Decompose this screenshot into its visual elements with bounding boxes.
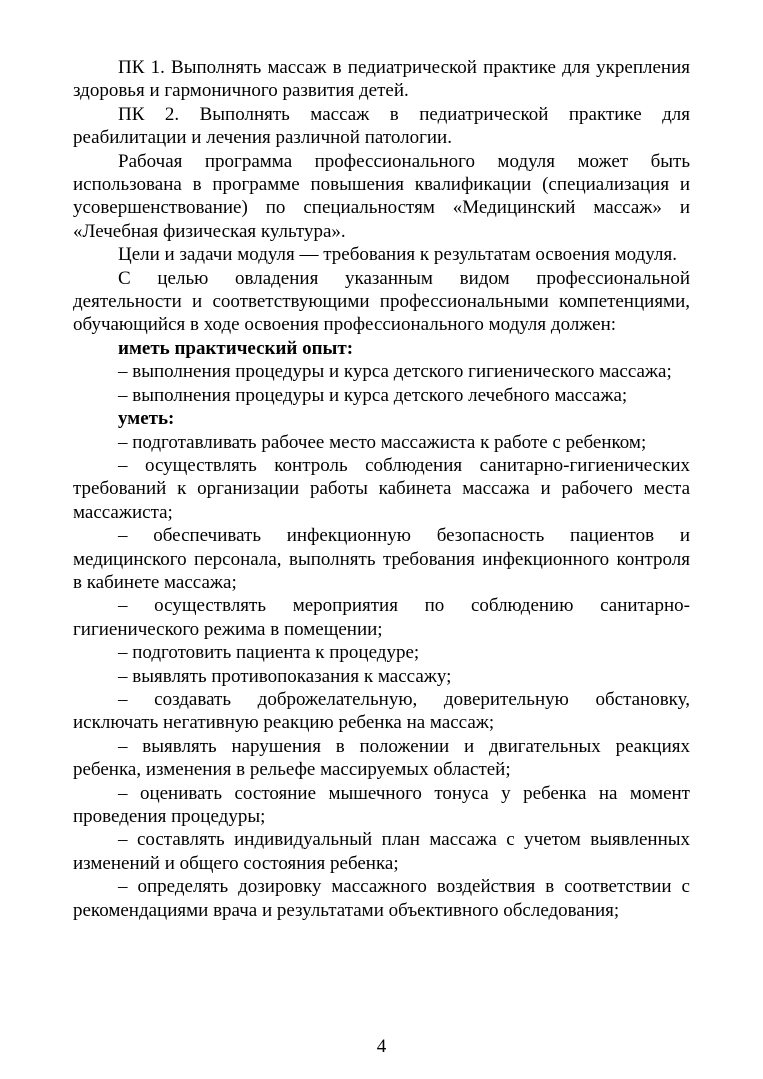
skills-item: – создавать доброжелательную, доверительную обстановку, исключать негативную реакцию ребенка на массаж; [73,688,690,734]
skills-item: – осуществлять контроль соблюдения санитарно-гигиенических требований к организации работы кабинета массажа и рабочего места массажиста; [73,454,690,523]
skills-item: – выявлять нарушения в положении и двигательных реакциях ребенка, изменения в рельефе массируемых областей; [73,735,690,781]
skills-item: – осуществлять мероприятия по соблюдению санитарно-гигиенического режима в помещении; [73,595,690,640]
paragraph-program-usage: Рабочая программа профессионального модуля может быть использована в программе повышения квалификации (специализация и усовершенствование) по специальностям «Медицинский массаж» и «Лечебная физическая культура». [73,150,690,242]
paragraph-pk1: ПК 1. Выполнять массаж в педиатрической практике для укрепления здоровья и гармоничного развития детей. [73,57,690,102]
document-body [73,56,690,922]
skills-heading: уметь: [118,408,175,430]
skills-item: – подготавливать рабочее место массажиста к работе с ребенком; [118,431,647,453]
experience-item: – выполнения процедуры и курса детского лечебного массажа; [118,384,628,406]
skills-item: – составлять индивидуальный план массажа с учетом выявленных изменений и общего состояния ребенка; [73,829,690,874]
skills-item: – выявлять противопоказания к массажу; [118,665,452,687]
experience-heading: иметь практический опыт: [118,337,354,359]
paragraph-goals: Цели и задачи модуля — требования к результатам освоения модуля. [118,244,677,266]
paragraph-purpose: С целью овладения указанным видом профессиональной деятельности и соответствующими профессиональными компетенциями, обучающийся в ходе освоения профессионального модуля должен: [73,267,690,336]
skills-item: – оценивать состояние мышечного тонуса у ребенка на момент проведения процедуры; [73,782,690,827]
skills-item: – определять дозировку массажного воздействия в соответствии с рекомендациями врача и результатами объективного обследования; [73,876,690,921]
skills-item: – обеспечивать инфекционную безопасность пациентов и медицинского персонала, выполнять требования инфекционного контроля в кабинете массажа; [73,525,690,593]
page-number: 4 [376,1036,387,1057]
paragraph-pk2: ПК 2. Выполнять массаж в педиатрической практике для реабилитации и лечения различной патологии. [73,103,690,149]
experience-item: – выполнения процедуры и курса детского гигиенического массажа; [118,361,672,383]
skills-item: – подготовить пациента к процедуре; [118,642,420,664]
